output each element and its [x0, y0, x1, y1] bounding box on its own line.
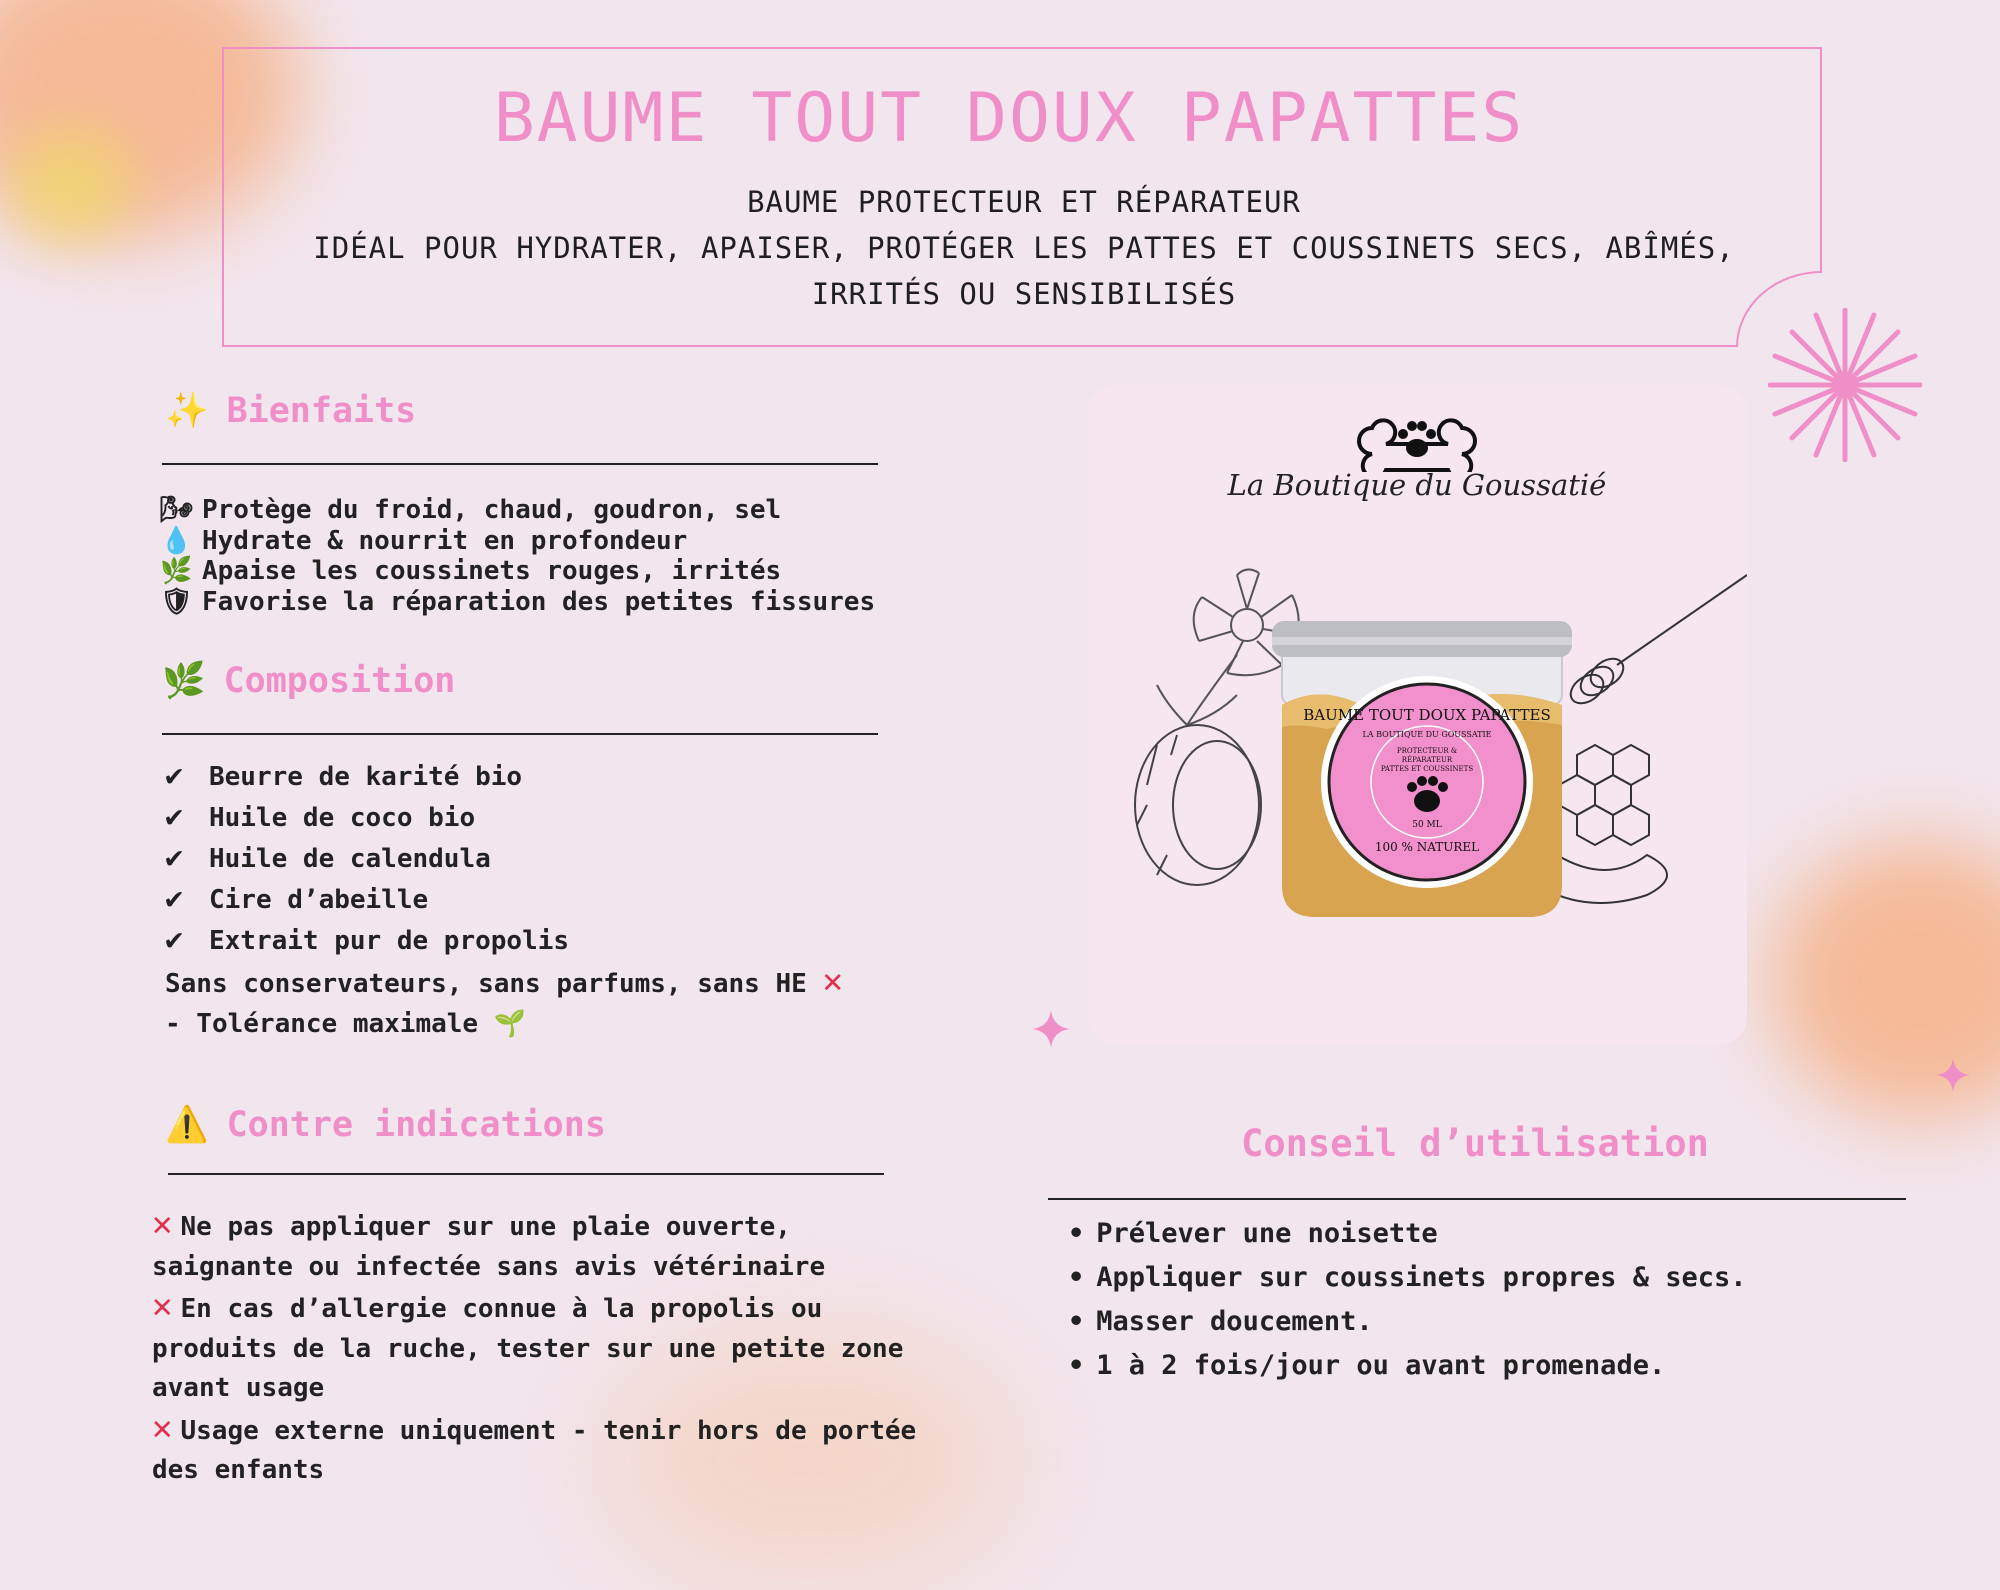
page-subtitle — [224, 179, 1824, 317]
paw-bone-logo-icon — [1352, 410, 1482, 472]
list-item-text: Beurre de karité bio — [209, 762, 523, 792]
note-text: Sans conservateurs, sans parfums, sans HE — [165, 969, 807, 999]
list-item-text: Ne pas appliquer sur une plaie ouverte, saignante ou infectée sans avis vétérinaire — [152, 1212, 826, 1282]
cross-icon: ✕ — [152, 1204, 173, 1244]
list-item-text: Cire d’abeille — [209, 885, 429, 915]
label-volume-text: 50 ML — [1412, 820, 1442, 830]
product-card — [1087, 385, 1747, 1045]
checkmark-icon: ✔ — [165, 840, 184, 875]
label-desc-text: PROTECTEUR & — [1396, 747, 1458, 755]
list-item — [160, 587, 875, 618]
composition-title: Composition — [223, 661, 456, 701]
decor-blob-yellow — [10, 130, 130, 240]
coconut-icon — [1135, 725, 1261, 885]
cross-icon: ✕ — [822, 961, 843, 1001]
header-box — [222, 47, 1822, 347]
brand-name: La Boutique du Goussatié — [1227, 468, 1607, 502]
list-item-text: Apaise les coussinets rouges, irrités — [202, 556, 782, 586]
checkmark-icon: ✔ — [165, 922, 184, 957]
herb-icon: 🌿 — [162, 661, 206, 701]
list-item-text: Extrait pur de propolis — [209, 926, 570, 956]
list-item — [165, 838, 843, 879]
list-item: • 1 à 2 fois/jour ou avant promenade. — [1068, 1344, 1746, 1388]
list-item-text: Huile de coco bio — [209, 803, 476, 833]
contre-heading — [165, 1104, 606, 1145]
usage-title: Conseil d’utilisation — [1241, 1122, 1709, 1165]
list-item — [165, 920, 843, 961]
list-item-text: En cas d’allergie connue à la propolis ou produits de la ruche, tester sur une petite zone avant usage — [152, 1294, 904, 1403]
divider — [162, 463, 878, 465]
label-desc-text: RÉPARATEUR — [1401, 756, 1453, 764]
composition-heading — [162, 660, 455, 701]
shield-icon: 🛡 — [160, 586, 194, 617]
list-item-text: Usage externe uniquement - tenir hors de portée des enfants — [152, 1415, 917, 1485]
cross-icon: ✕ — [152, 1286, 173, 1326]
contre-list — [152, 1205, 932, 1491]
bienfaits-list — [160, 495, 875, 617]
checkmark-icon: ✔ — [165, 799, 184, 834]
list-item-text: Hydrate & nourrit en profondeur — [202, 525, 688, 556]
usage-list — [1068, 1212, 1746, 1388]
seedling-icon: 🌱 — [493, 1009, 527, 1039]
page-title: BAUME TOUT DOUX PAPATTES — [493, 79, 1525, 158]
note-text: - Tolérance maximale — [165, 1009, 479, 1039]
list-item: • Masser doucement. — [1068, 1300, 1746, 1344]
divider — [168, 1173, 884, 1175]
honey-dipper-icon — [1565, 575, 1747, 709]
wind-icon: 🌬 — [160, 495, 194, 525]
list-item-text: Favorise la réparation des petites fissures — [202, 586, 876, 617]
list-item-text: Huile de calendula — [209, 844, 491, 874]
sparkle-star-icon — [1032, 1010, 1070, 1048]
warning-icon: ⚠️ — [165, 1105, 209, 1145]
list-item — [152, 1287, 932, 1409]
product-jar-illustration — [1087, 555, 1747, 1035]
label-bottom-text: 100 % NATUREL — [1374, 840, 1480, 854]
sparkles-icon: ✨ — [165, 391, 209, 431]
list-item: • Prélever une noisette — [1068, 1212, 1746, 1256]
divider — [162, 733, 878, 735]
list-item — [165, 797, 843, 838]
contre-title: Contre indications — [226, 1105, 606, 1145]
cross-icon: ✕ — [152, 1407, 173, 1448]
label-arc-text: BAUME TOUT DOUX PAPATTES — [1303, 706, 1551, 724]
subtitle-line: BAUME PROTECTEUR ET RÉPARATEUR — [747, 185, 1301, 219]
divider — [1048, 1198, 1906, 1200]
list-item-text: Protège du froid, chaud, goudron, sel — [202, 495, 782, 525]
label-desc-text: PATTES ET COUSSINETS — [1380, 765, 1474, 773]
list-item — [160, 526, 875, 557]
checkmark-icon: ✔ — [165, 758, 184, 793]
sparkle-star-icon — [1936, 1058, 1970, 1092]
bienfaits-title: Bienfaits — [226, 391, 417, 431]
label-sub-text: LA BOUTIQUE DU GOUSSATIE — [1362, 730, 1492, 739]
droplet-icon: 💧 — [160, 525, 193, 556]
list-item — [165, 756, 843, 797]
list-item — [160, 556, 875, 587]
composition-note — [165, 1004, 843, 1044]
herb-icon: 🌿 — [160, 556, 193, 586]
sunburst-icon — [1768, 308, 1922, 462]
composition-list — [165, 756, 843, 1044]
subtitle-line: IDÉAL POUR HYDRATER, APAISER, PROTÉGER LES PATTES ET COUSSINETS SECS, ABÎMÉS, — [313, 231, 1735, 265]
list-item: • Appliquer sur coussinets propres & secs. — [1068, 1256, 1746, 1300]
list-item — [152, 1205, 932, 1287]
checkmark-icon: ✔ — [165, 881, 184, 916]
subtitle-line: IRRITÉS OU SENSIBILISÉS — [811, 277, 1237, 311]
list-item — [165, 879, 843, 920]
bienfaits-heading — [165, 390, 416, 431]
list-item — [152, 1409, 932, 1491]
list-item — [160, 495, 875, 526]
composition-note — [165, 961, 843, 1004]
